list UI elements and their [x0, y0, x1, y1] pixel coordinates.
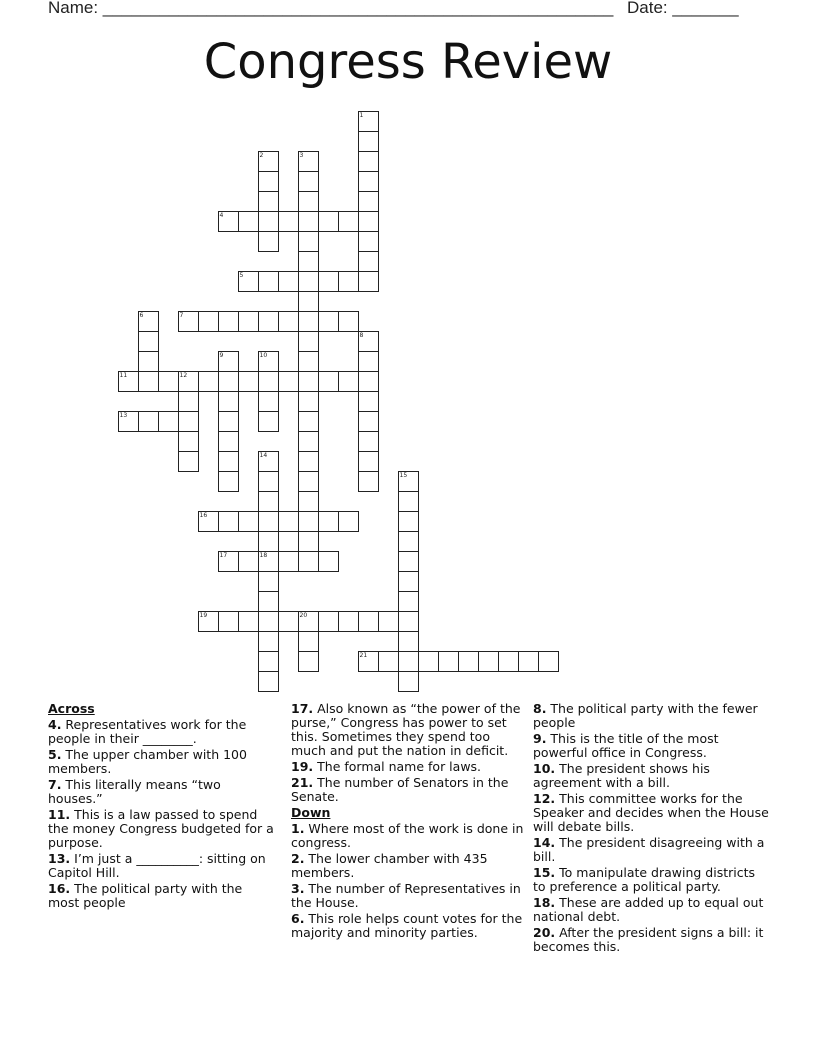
- grid-cell[interactable]: [218, 451, 239, 472]
- grid-cell[interactable]: [218, 471, 239, 492]
- clue-number: 13: [119, 411, 128, 419]
- clue-item: [48, 718, 274, 746]
- grid-cell[interactable]: [298, 651, 319, 672]
- grid-cell[interactable]: [358, 151, 379, 172]
- grid-cell[interactable]: [318, 311, 339, 332]
- grid-cell[interactable]: [218, 411, 239, 432]
- clue-item-number: 6.: [291, 911, 305, 926]
- clue-item: [291, 912, 527, 940]
- grid-cell[interactable]: [358, 611, 379, 632]
- grid-cell[interactable]: [278, 511, 299, 532]
- grid-cell[interactable]: [178, 431, 199, 452]
- clue-item-number: 20.: [533, 925, 556, 940]
- grid-cell[interactable]: [358, 371, 379, 392]
- clue-number: 14: [259, 451, 268, 459]
- grid-cell[interactable]: [298, 351, 319, 372]
- grid-cell[interactable]: [178, 311, 199, 332]
- clue-item-text: This role helps count votes for the majority and minority parties.: [291, 911, 523, 940]
- clue-number: 18: [259, 551, 268, 559]
- clues-column-3: [533, 702, 769, 956]
- grid-cell[interactable]: [398, 551, 419, 572]
- grid-cell[interactable]: [358, 451, 379, 472]
- grid-cell[interactable]: [218, 211, 239, 232]
- clue-item-text: Representatives work for the people in their ________.: [48, 717, 247, 746]
- grid-cell[interactable]: [518, 651, 539, 672]
- grid-cell[interactable]: [298, 511, 319, 532]
- clue-item: [533, 762, 769, 790]
- grid-cell[interactable]: [338, 311, 359, 332]
- grid-cell[interactable]: [398, 611, 419, 632]
- grid-cell[interactable]: [318, 211, 339, 232]
- grid-cell[interactable]: [258, 411, 279, 432]
- grid-cell[interactable]: [218, 551, 239, 572]
- clue-item-number: 13.: [48, 851, 71, 866]
- grid-cell[interactable]: [398, 471, 419, 492]
- grid-cell[interactable]: [238, 211, 259, 232]
- clue-number: 6: [139, 311, 144, 319]
- grid-cell[interactable]: [278, 211, 299, 232]
- grid-cell[interactable]: [238, 311, 259, 332]
- grid-cell[interactable]: [318, 551, 339, 572]
- grid-cell[interactable]: [278, 311, 299, 332]
- grid-cell[interactable]: [298, 411, 319, 432]
- clue-number: 17: [219, 551, 228, 559]
- clue-item: [533, 866, 769, 894]
- clue-item-text: These are added up to equal out national debt.: [533, 895, 764, 924]
- clue-item-text: To manipulate drawing districts to preference a political party.: [533, 865, 756, 894]
- clue-item-text: The president shows his agreement with a bill.: [533, 761, 710, 790]
- grid-cell[interactable]: [138, 311, 159, 332]
- grid-cell[interactable]: [298, 211, 319, 232]
- grid-cell[interactable]: [398, 651, 419, 672]
- grid-cell[interactable]: [278, 271, 299, 292]
- grid-cell[interactable]: [458, 651, 479, 672]
- grid-cell[interactable]: [258, 211, 279, 232]
- clue-item-text: The lower chamber with 435 members.: [291, 851, 488, 880]
- grid-cell[interactable]: [438, 651, 459, 672]
- clue-item-number: 1.: [291, 821, 305, 836]
- grid-cell[interactable]: [258, 531, 279, 552]
- clue-item-text: This is the title of the most powerful office in Congress.: [533, 731, 719, 760]
- grid-cell[interactable]: [358, 411, 379, 432]
- clue-item: [291, 882, 527, 910]
- clue-item: [291, 760, 527, 774]
- grid-cell[interactable]: [198, 311, 219, 332]
- grid-cell[interactable]: [138, 411, 159, 432]
- grid-cell[interactable]: [418, 651, 439, 672]
- clue-number: 11: [119, 371, 128, 379]
- grid-cell[interactable]: [318, 611, 339, 632]
- clue-item-text: The political party with the fewer people: [533, 701, 758, 730]
- clue-item: [533, 702, 769, 730]
- grid-cell[interactable]: [258, 391, 279, 412]
- grid-cell[interactable]: [298, 471, 319, 492]
- clue-item-number: 14.: [533, 835, 556, 850]
- grid-cell[interactable]: [298, 491, 319, 512]
- clue-item: [48, 852, 274, 880]
- grid-cell[interactable]: [298, 431, 319, 452]
- clue-item-number: 2.: [291, 851, 305, 866]
- grid-cell[interactable]: [118, 411, 139, 432]
- clue-number: 1: [359, 111, 364, 119]
- grid-cell[interactable]: [218, 611, 239, 632]
- clue-number: 8: [359, 331, 364, 339]
- grid-cell[interactable]: [298, 251, 319, 272]
- clue-item-text: The number of Representatives in the House.: [291, 881, 521, 910]
- clues-column-2: [291, 702, 527, 942]
- grid-cell[interactable]: [278, 371, 299, 392]
- grid-cell[interactable]: [158, 411, 179, 432]
- grid-cell[interactable]: [258, 191, 279, 212]
- clue-item-text: Also known as “the power of the purse,” Congress has power to set this. Sometimes they spend too much and put the nation in deficit.: [291, 701, 521, 758]
- grid-cell[interactable]: [378, 611, 399, 632]
- clue-item-number: 16.: [48, 881, 71, 896]
- clue-item-number: 5.: [48, 747, 62, 762]
- grid-cell[interactable]: [298, 611, 319, 632]
- grid-cell[interactable]: [358, 231, 379, 252]
- clue-item: [291, 702, 527, 758]
- clue-item-text: The president disagreeing with a bill.: [533, 835, 765, 864]
- clue-item-text: The upper chamber with 100 members.: [48, 747, 247, 776]
- page-title: Congress Review: [203, 34, 613, 90]
- clue-item: [48, 778, 274, 806]
- grid-cell[interactable]: [258, 311, 279, 332]
- clue-number: 9: [219, 351, 224, 359]
- grid-cell[interactable]: [338, 271, 359, 292]
- grid-cell[interactable]: [278, 551, 299, 572]
- grid-cell[interactable]: [258, 231, 279, 252]
- grid-cell[interactable]: [118, 371, 139, 392]
- grid-cell[interactable]: [178, 391, 199, 412]
- grid-cell[interactable]: [178, 371, 199, 392]
- clue-item-text: I’m just a __________: sitting on Capitol Hill.: [48, 851, 266, 880]
- clue-item: [533, 792, 769, 834]
- grid-cell[interactable]: [298, 291, 319, 312]
- grid-cell[interactable]: [258, 351, 279, 372]
- grid-cell[interactable]: [198, 611, 219, 632]
- clues-column-1: [48, 702, 274, 912]
- grid-cell[interactable]: [258, 651, 279, 672]
- clue-item: [48, 882, 274, 910]
- grid-cell[interactable]: [258, 491, 279, 512]
- clue-number: 15: [399, 471, 408, 479]
- clue-item-text: After the president signs a bill: it becomes this.: [533, 925, 764, 954]
- name-field-label[interactable]: Name: ______________________________________________________: [48, 0, 614, 17]
- grid-cell[interactable]: [238, 371, 259, 392]
- clue-item-number: 7.: [48, 777, 62, 792]
- grid-cell[interactable]: [298, 371, 319, 392]
- date-field-label[interactable]: Date: _______: [627, 0, 739, 17]
- grid-cell[interactable]: [298, 311, 319, 332]
- grid-cell[interactable]: [338, 511, 359, 532]
- header: [48, 0, 746, 24]
- grid-cell[interactable]: [218, 511, 239, 532]
- clue-item-number: 19.: [291, 759, 314, 774]
- grid-cell[interactable]: [358, 471, 379, 492]
- clue-item: [533, 732, 769, 760]
- clue-number: 3: [299, 151, 304, 159]
- grid-cell[interactable]: [298, 151, 319, 172]
- grid-cell[interactable]: [338, 611, 359, 632]
- grid-cell[interactable]: [138, 371, 159, 392]
- clue-item-number: 15.: [533, 865, 556, 880]
- grid-cell[interactable]: [238, 271, 259, 292]
- grid-cell[interactable]: [258, 451, 279, 472]
- grid-cell[interactable]: [318, 511, 339, 532]
- clue-item-text: The number of Senators in the Senate.: [291, 775, 509, 804]
- grid-cell[interactable]: [358, 331, 379, 352]
- clue-number: 4: [219, 211, 224, 219]
- grid-cell[interactable]: [138, 351, 159, 372]
- clue-item-text: The formal name for laws.: [313, 759, 482, 774]
- grid-cell[interactable]: [198, 511, 219, 532]
- clue-item: [291, 776, 527, 804]
- grid-cell[interactable]: [258, 631, 279, 652]
- grid-cell[interactable]: [358, 351, 379, 372]
- clue-item-text: This committee works for the Speaker and decides when the House will debate bills.: [533, 791, 769, 834]
- grid-cell[interactable]: [258, 371, 279, 392]
- grid-cell[interactable]: [238, 551, 259, 572]
- grid-cell[interactable]: [258, 611, 279, 632]
- grid-cell[interactable]: [278, 611, 299, 632]
- grid-cell[interactable]: [238, 611, 259, 632]
- clue-item: [48, 808, 274, 850]
- grid-cell[interactable]: [338, 211, 359, 232]
- grid-cell[interactable]: [358, 391, 379, 412]
- clue-item: [533, 836, 769, 864]
- clue-number: 19: [199, 611, 208, 619]
- grid-cell[interactable]: [238, 511, 259, 532]
- grid-cell[interactable]: [298, 551, 319, 572]
- grid-cell[interactable]: [258, 151, 279, 172]
- grid-cell[interactable]: [258, 271, 279, 292]
- grid-cell[interactable]: [398, 591, 419, 612]
- clue-section-heading: Down: [291, 805, 331, 820]
- grid-cell[interactable]: [218, 311, 239, 332]
- grid-cell[interactable]: [478, 651, 499, 672]
- clue-item-number: 21.: [291, 775, 314, 790]
- grid-cell[interactable]: [258, 171, 279, 192]
- grid-cell[interactable]: [138, 331, 159, 352]
- clue-item-number: 4.: [48, 717, 62, 732]
- grid-cell[interactable]: [358, 171, 379, 192]
- grid-cell[interactable]: [218, 351, 239, 372]
- grid-cell[interactable]: [218, 431, 239, 452]
- grid-cell[interactable]: [258, 471, 279, 492]
- grid-cell[interactable]: [298, 171, 319, 192]
- clue-item-text: The political party with the most people: [48, 881, 243, 910]
- grid-cell[interactable]: [258, 571, 279, 592]
- grid-cell[interactable]: [398, 511, 419, 532]
- grid-cell[interactable]: [358, 431, 379, 452]
- grid-cell[interactable]: [538, 651, 559, 672]
- grid-cell[interactable]: [358, 271, 379, 292]
- grid-cell[interactable]: [398, 491, 419, 512]
- grid-cell[interactable]: [498, 651, 519, 672]
- clue-number: 21: [359, 651, 368, 659]
- grid-cell[interactable]: [258, 511, 279, 532]
- grid-cell[interactable]: [158, 371, 179, 392]
- grid-cell[interactable]: [198, 371, 219, 392]
- clue-item-text: This literally means “two houses.”: [48, 777, 221, 806]
- clue-number: 5: [239, 271, 244, 279]
- clue-item-text: This is a law passed to spend the money Congress budgeted for a purpose.: [48, 807, 274, 850]
- grid-cell[interactable]: [178, 451, 199, 472]
- clue-item: [291, 822, 527, 850]
- clue-number: 10: [259, 351, 268, 359]
- grid-cell[interactable]: [298, 531, 319, 552]
- grid-cell[interactable]: [398, 571, 419, 592]
- clue-number: 20: [299, 611, 308, 619]
- grid-cell[interactable]: [358, 111, 379, 132]
- clue-item-number: 17.: [291, 701, 314, 716]
- grid-cell[interactable]: [358, 191, 379, 212]
- grid-cell[interactable]: [398, 531, 419, 552]
- grid-cell[interactable]: [298, 191, 319, 212]
- grid-cell[interactable]: [358, 211, 379, 232]
- clue-number: 12: [179, 371, 188, 379]
- grid-cell[interactable]: [298, 631, 319, 652]
- clue-item-number: 11.: [48, 807, 71, 822]
- grid-cell[interactable]: [258, 551, 279, 572]
- grid-cell[interactable]: [298, 331, 319, 352]
- clue-item: [48, 748, 274, 776]
- clue-item-number: 18.: [533, 895, 556, 910]
- clue-item: [291, 852, 527, 880]
- grid-cell[interactable]: [398, 671, 419, 692]
- clue-item: [533, 896, 769, 924]
- grid-cell[interactable]: [358, 131, 379, 152]
- grid-cell[interactable]: [298, 391, 319, 412]
- grid-cell[interactable]: [358, 251, 379, 272]
- clue-number: 2: [259, 151, 264, 159]
- clue-item-number: 10.: [533, 761, 556, 776]
- clue-item-number: 9.: [533, 731, 547, 746]
- clue-item-number: 3.: [291, 881, 305, 896]
- grid-cell[interactable]: [318, 371, 339, 392]
- grid-cell[interactable]: [338, 371, 359, 392]
- clue-number: 7: [179, 311, 184, 319]
- grid-cell[interactable]: [298, 231, 319, 252]
- grid-cell[interactable]: [218, 391, 239, 412]
- grid-cell[interactable]: [258, 671, 279, 692]
- grid-cell[interactable]: [318, 271, 339, 292]
- clue-item-number: 12.: [533, 791, 556, 806]
- clue-section-heading: Across: [48, 701, 95, 716]
- clue-number: 16: [199, 511, 208, 519]
- grid-cell[interactable]: [178, 411, 199, 432]
- clue-item-text: Where most of the work is done in congress.: [291, 821, 524, 850]
- grid-cell[interactable]: [358, 651, 379, 672]
- clue-item-number: 8.: [533, 701, 547, 716]
- grid-cell[interactable]: [218, 371, 239, 392]
- grid-cell[interactable]: [258, 591, 279, 612]
- clue-item: [533, 926, 769, 954]
- grid-cell[interactable]: [398, 631, 419, 652]
- grid-cell[interactable]: [378, 651, 399, 672]
- grid-cell[interactable]: [298, 451, 319, 472]
- grid-cell[interactable]: [298, 271, 319, 292]
